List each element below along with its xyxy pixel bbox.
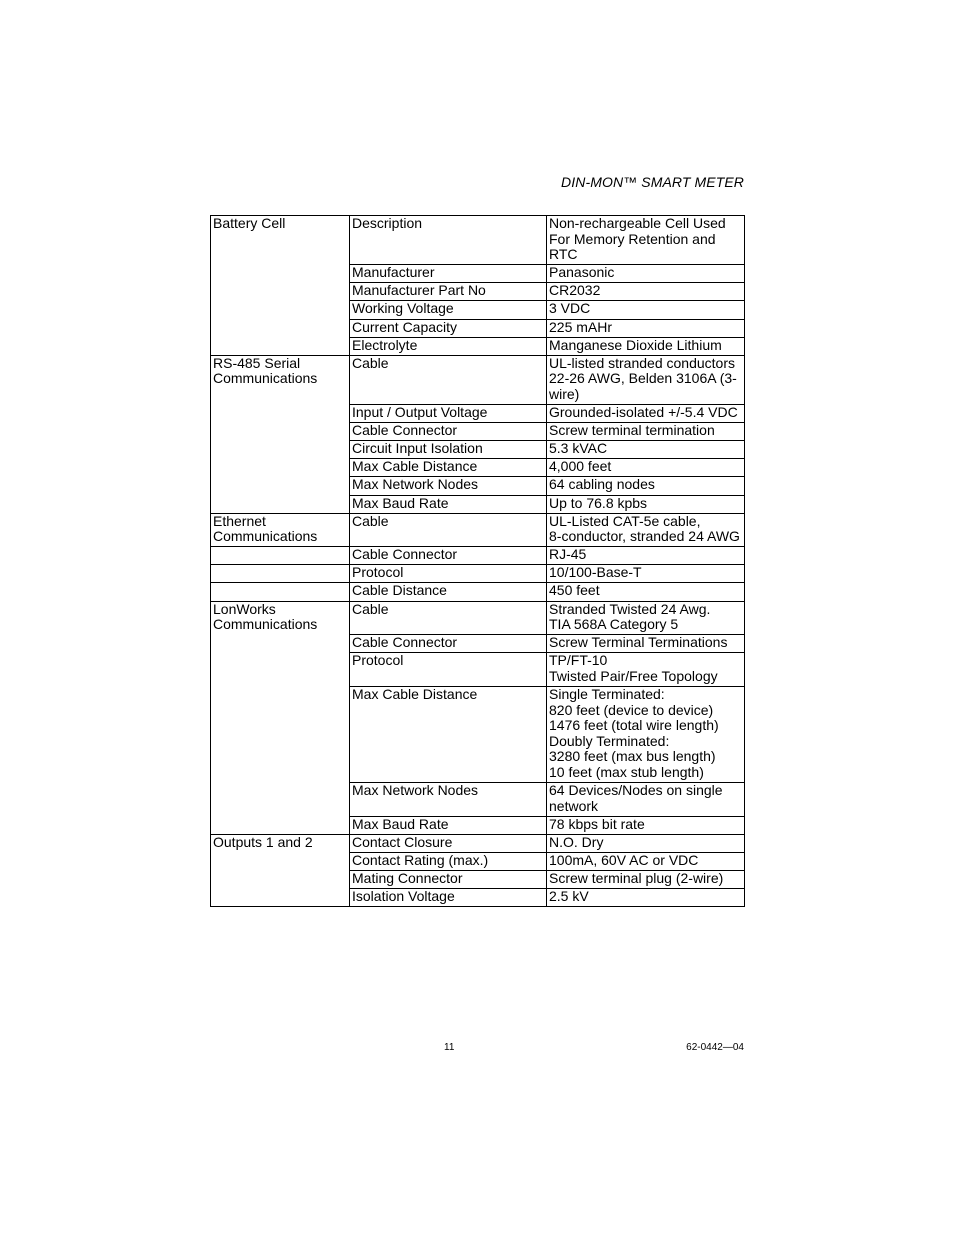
table-row: [211, 583, 745, 601]
parameter-cell: Cable Connector: [350, 635, 547, 653]
group-name-cell: Ethernet Communications: [211, 513, 350, 547]
parameter-cell: Cable: [350, 355, 547, 404]
value-cell: Screw terminal plug (2-wire): [547, 871, 745, 889]
value-cell: UL-listed stranded conductors 22-26 AWG, Belden 3106A (3- wire): [547, 355, 745, 404]
value-cell: 4,000 feet: [547, 459, 745, 477]
value-cell: Manganese Dioxide Lithium: [547, 337, 745, 355]
table-row: [211, 547, 745, 565]
parameter-cell: Max Network Nodes: [350, 783, 547, 817]
specifications-table-body: [211, 216, 745, 907]
value-cell: N.O. Dry: [547, 834, 745, 852]
page-header-title: DIN-MON™ SMART METER: [561, 174, 744, 190]
table-row: [211, 513, 745, 547]
parameter-cell: Cable: [350, 513, 547, 547]
table-row: [211, 565, 745, 583]
parameter-cell: Current Capacity: [350, 319, 547, 337]
value-cell: 225 mAHr: [547, 319, 745, 337]
value-cell: Grounded-isolated +/-5.4 VDC: [547, 405, 745, 423]
parameter-cell: Cable Connector: [350, 547, 547, 565]
value-cell: Stranded Twisted 24 Awg. TIA 568A Category 5: [547, 601, 745, 635]
parameter-cell: Max Network Nodes: [350, 477, 547, 495]
value-cell: 5.3 kVAC: [547, 441, 745, 459]
parameter-cell: Protocol: [350, 653, 547, 687]
group-name-cell: Outputs 1 and 2: [211, 834, 350, 906]
parameter-cell: Max Cable Distance: [350, 687, 547, 783]
parameter-cell: Max Cable Distance: [350, 459, 547, 477]
document-number: 62-0442—04: [686, 1042, 744, 1053]
value-cell: Panasonic: [547, 265, 745, 283]
parameter-cell: Isolation Voltage: [350, 889, 547, 907]
specifications-table: [210, 215, 745, 907]
group-blank-cell: [211, 565, 350, 583]
parameter-cell: Contact Rating (max.): [350, 852, 547, 870]
parameter-cell: Mating Connector: [350, 871, 547, 889]
table-row: [211, 601, 745, 635]
value-cell: 78 kbps bit rate: [547, 816, 745, 834]
table-row: [211, 216, 745, 265]
value-cell: RJ-45: [547, 547, 745, 565]
parameter-cell: Contact Closure: [350, 834, 547, 852]
parameter-cell: Circuit Input Isolation: [350, 441, 547, 459]
value-cell: Up to 76.8 kpbs: [547, 495, 745, 513]
table-row: [211, 355, 745, 404]
value-cell: Screw terminal termination: [547, 423, 745, 441]
page-number: 11: [444, 1042, 455, 1053]
parameter-cell: Input / Output Voltage: [350, 405, 547, 423]
value-cell: Single Terminated: 820 feet (device to device) 1476 feet (total wire length) Doubly Terminated: 3280 feet (max bus length) 10 feet (max stub length): [547, 687, 745, 783]
parameter-cell: Description: [350, 216, 547, 265]
value-cell: 2.5 kV: [547, 889, 745, 907]
parameter-cell: Protocol: [350, 565, 547, 583]
group-blank-cell: [211, 583, 350, 601]
value-cell: TP/FT-10 Twisted Pair/Free Topology: [547, 653, 745, 687]
parameter-cell: Working Voltage: [350, 301, 547, 319]
group-name-cell: LonWorks Communications: [211, 601, 350, 834]
value-cell: UL-Listed CAT-5e cable, 8-conductor, stranded 24 AWG: [547, 513, 745, 547]
value-cell: Non-rechargeable Cell Used For Memory Retention and RTC: [547, 216, 745, 265]
parameter-cell: Electrolyte: [350, 337, 547, 355]
value-cell: 450 feet: [547, 583, 745, 601]
value-cell: 100mA, 60V AC or VDC: [547, 852, 745, 870]
parameter-cell: Cable Connector: [350, 423, 547, 441]
parameter-cell: Manufacturer: [350, 265, 547, 283]
table-row: [211, 834, 745, 852]
group-name-cell: RS-485 Serial Communications: [211, 355, 350, 513]
value-cell: 64 Devices/Nodes on single network: [547, 783, 745, 817]
value-cell: CR2032: [547, 283, 745, 301]
group-blank-cell: [211, 547, 350, 565]
parameter-cell: Manufacturer Part No: [350, 283, 547, 301]
group-name-cell: Battery Cell: [211, 216, 350, 356]
parameter-cell: Cable Distance: [350, 583, 547, 601]
parameter-cell: Max Baud Rate: [350, 816, 547, 834]
value-cell: 3 VDC: [547, 301, 745, 319]
parameter-cell: Cable: [350, 601, 547, 635]
value-cell: 10/100-Base-T: [547, 565, 745, 583]
value-cell: 64 cabling nodes: [547, 477, 745, 495]
parameter-cell: Max Baud Rate: [350, 495, 547, 513]
value-cell: Screw Terminal Terminations: [547, 635, 745, 653]
